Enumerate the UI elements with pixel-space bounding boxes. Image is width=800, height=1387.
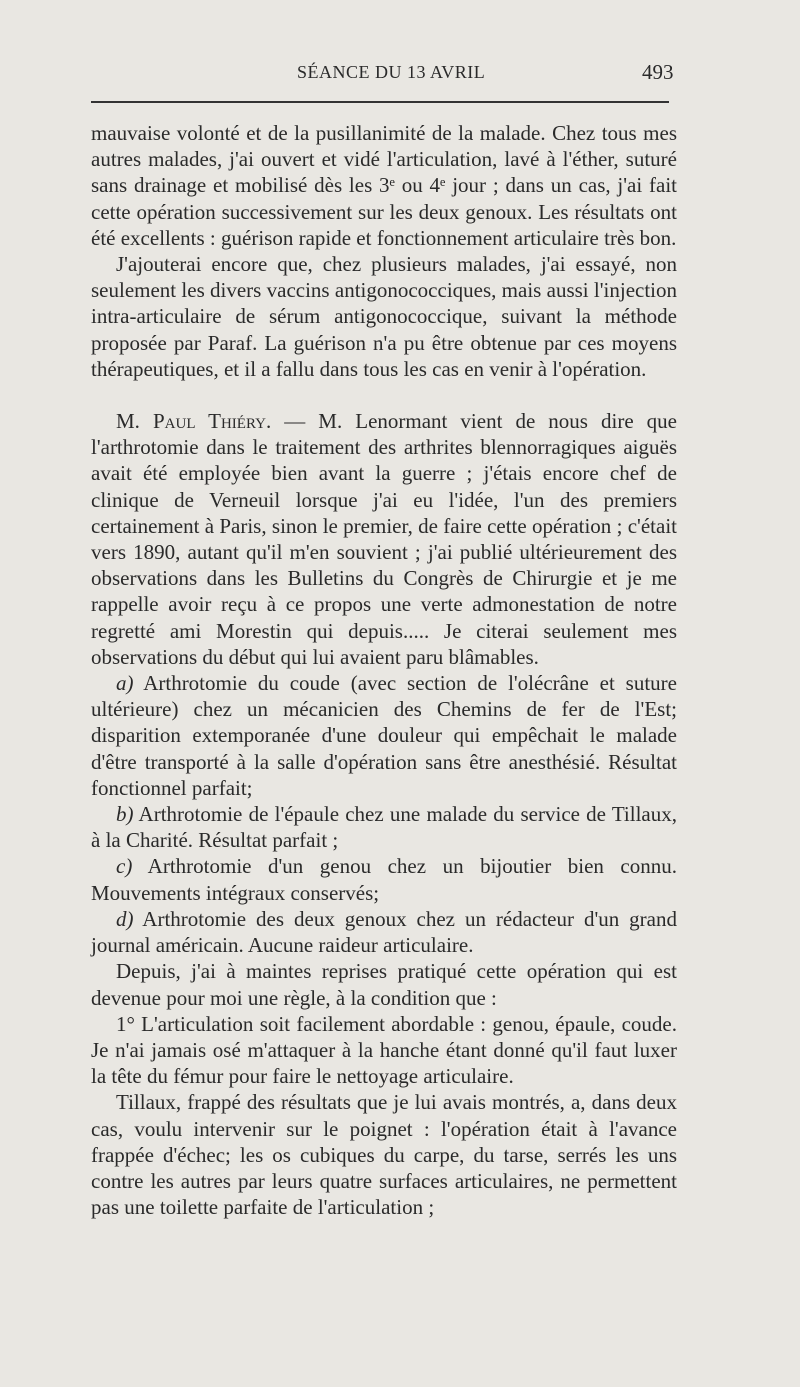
header-rule [91,101,669,103]
running-head: SÉANCE DU 13 AVRIL [297,62,486,82]
case-text: Arthrotomie d'un genou chez un bijoutier bien connu. Mouvements intégraux conservés; [91,854,677,905]
case-marker: c) [116,854,133,879]
body-text [91,120,677,1220]
speaker-prefix: M. [116,409,153,434]
case-marker: b) [116,802,134,827]
case-text: Arthrotomie du coude (avec section de l'olécrâne et suture ultérieure) chez un mécanicien des Chemins de fer de l'Est; disparition extemporanée d'une douleur qui empêchait le malade d'être transporté à la salle d'opération sans être anesthésié. Résultat fonctionnel parfait; [91,671,677,800]
paragraph: Tillaux, frappé des résultats que je lui avais montrés, a, dans deux cas, voulu intervenir sur le poignet : l'opération était à l'avance frappée d'échec; les os cubiques du carpe, du tarse, serrés les uns contre les autres par leurs quatre surfaces articulaires, ne permettent pas une toilette parfaite de l'articulation ; [91,1090,677,1220]
paragraph: 1° L'articulation soit facilement abordable : genou, épaule, coude. Je n'ai jamais osé m'attaquer à la hanche étant donné qu'il faut luxer la tête du fémur pour faire le nettoyage articulaire. [91,1011,677,1089]
case-item [91,906,677,958]
section-gap [91,382,677,408]
case-marker: d) [116,906,134,931]
case-marker: a) [116,671,134,696]
speech-paragraph [91,408,677,670]
case-text: Arthrotomie de l'épaule chez une malade du service de Tillaux, à la Charité. Résultat parfait ; [91,802,677,853]
case-item [91,801,677,853]
paragraph-continuation: mauvaise volonté et de la pusillanimité de la malade. Chez tous mes autres malades, j'ai ouvert et vidé l'articulation, lavé à l'éther, suturé sans drainage et mobilisé dès les 3ᵉ ou 4ᵉ jour ; dans un cas, j'ai fait cette opération successivement sur les deux genoux. Les résultats ont été excellents : guérison rapide et fonctionnement articulaire très bon. [91,121,677,250]
speaker-separator: . — [265,409,319,434]
page-number: 493 [642,60,674,84]
case-text: Arthrotomie des deux genoux chez un rédacteur d'un grand journal américain. Aucune raideur articulaire. [91,906,677,958]
case-item [91,853,677,905]
paragraph: J'ajouterai encore que, chez plusieurs malades, j'ai essayé, non seulement les divers vaccins antigonococciques, mais aussi l'injection intra-articulaire de sérum antigonococcique, suivant la méthode proposée par Paraf. La guérison n'a pu être obtenue par ces moyens thérapeutiques, et il a fallu dans tous les cas en venir à l'opération. [91,252,677,381]
page-header [0,58,800,88]
speaker-name: Paul Thiéry [152,409,266,434]
paragraph: Depuis, j'ai à maintes reprises pratiqué cette opération qui est devenue pour moi une règle, à la condition que : [91,959,677,1010]
speech-text: M. Lenormant vient de nous dire que l'arthrotomie dans le traitement des arthrites blennorragiques aiguës avait été employée bien avant la guerre ; j'étais encore chef de clinique de Verneuil lorsque j'ai eu l'idée, l'un des premiers certainement à Paris, sinon le premier, de faire cette opération ; c'était vers 1890, autant qu'il m'en souvient ; j'ai publié ultérieurement des observations dans les Bulletins du Congrès de Chirurgie et je me rappelle avoir reçu à ce propos une verte admonestation de notre regretté ami Morestin qui depuis..... Je citerai seulement mes observations du début qui lui avaient paru blâmables. [91,409,677,669]
case-item [91,670,677,801]
